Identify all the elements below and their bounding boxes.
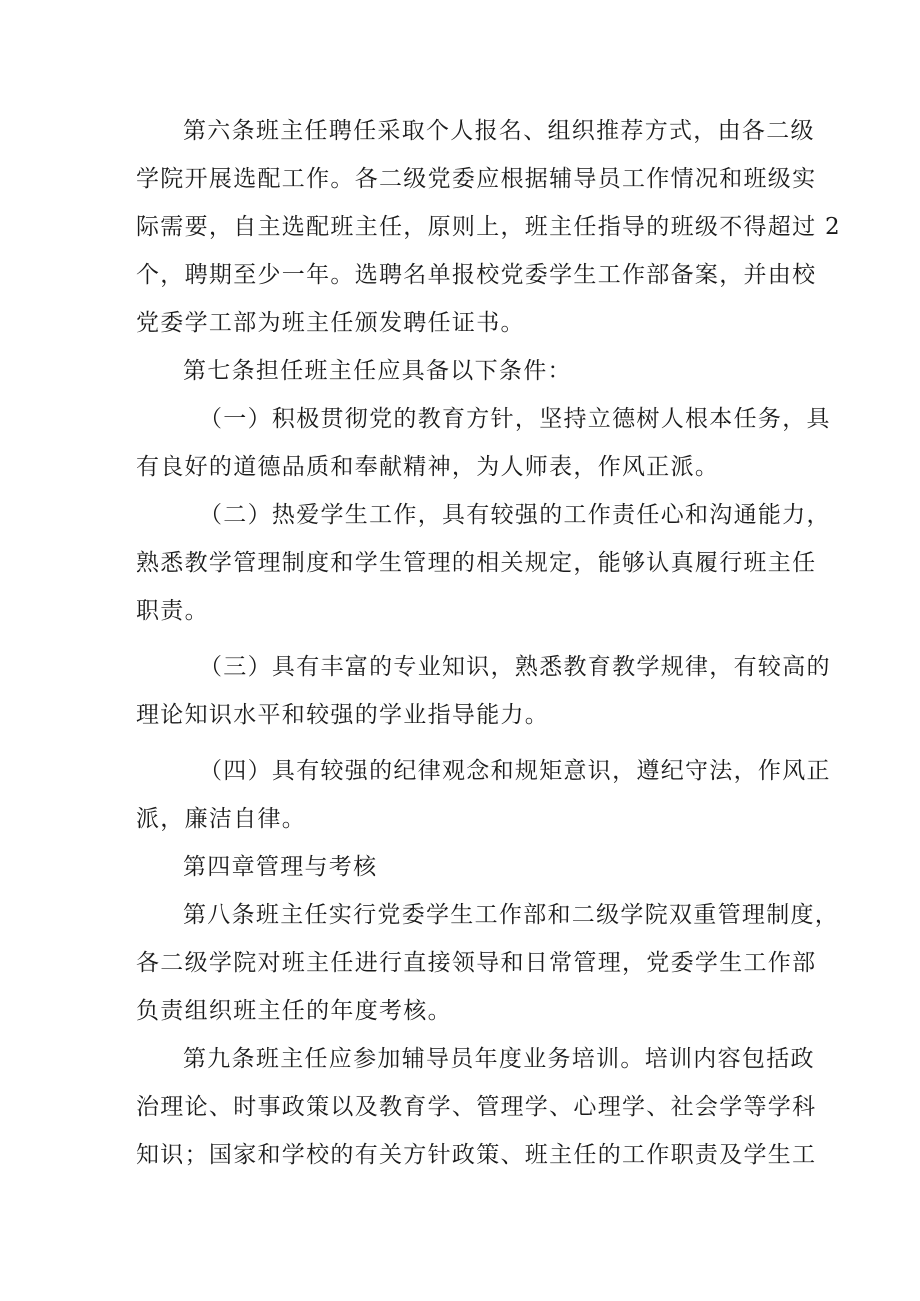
text-line: （四）具有较强的纪律观念和规矩意识，遵纪守法，作风正	[199, 758, 831, 784]
text-line: 际需要，自主选配班主任，原则上，班主任指导的班级不得超过 2	[136, 214, 841, 240]
chapter-heading: 第四章管理与考核	[183, 854, 378, 880]
text-line: 派，廉洁自律。	[136, 806, 307, 832]
text-line: 负责组织班主任的年度考核。	[136, 998, 452, 1024]
text-line: 理论知识水平和较强的学业指导能力。	[136, 702, 550, 728]
text-line: 第六条班主任聘任采取个人报名、组织推荐方式，由各二级	[183, 118, 815, 144]
text-line: 知识；国家和学校的有关方针政策、班主任的工作职责及学生工	[136, 1142, 817, 1168]
text-line: （三）具有丰富的专业知识，熟悉教育教学规律，有较高的	[199, 654, 831, 680]
text-line: 职责。	[136, 598, 209, 624]
text-line: 党委学工部为班主任颁发聘任证书。	[136, 310, 525, 336]
text-line: 熟悉教学管理制度和学生管理的相关规定，能够认真履行班主任	[136, 550, 817, 576]
text-line: 学院开展选配工作。各二级党委应根据辅导员工作情况和班级实	[136, 166, 817, 192]
text-line: 第八条班主任实行党委学生工作部和二级学院双重管理制度，	[183, 902, 840, 928]
text-line: 治理论、时事政策以及教育学、管理学、心理学、社会学等学科	[136, 1094, 817, 1120]
text-line: （二）热爱学生工作，具有较强的工作责任心和沟通能力，	[199, 502, 831, 528]
text-line: 第七条担任班主任应具备以下条件：	[183, 358, 572, 384]
text-line: 个，聘期至少一年。选聘名单报校党委学生工作部备案，并由校	[136, 262, 817, 288]
text-line: 第九条班主任应参加辅导员年度业务培训。培训内容包括政	[183, 1046, 815, 1072]
text-line: 各二级学院对班主任进行直接领导和日常管理，党委学生工作部	[136, 950, 817, 976]
text-line: （一）积极贯彻党的教育方针，坚持立德树人根本任务，具	[199, 406, 831, 432]
text-line: 有良好的道德品质和奉献精神，为人师表，作风正派。	[136, 454, 720, 480]
